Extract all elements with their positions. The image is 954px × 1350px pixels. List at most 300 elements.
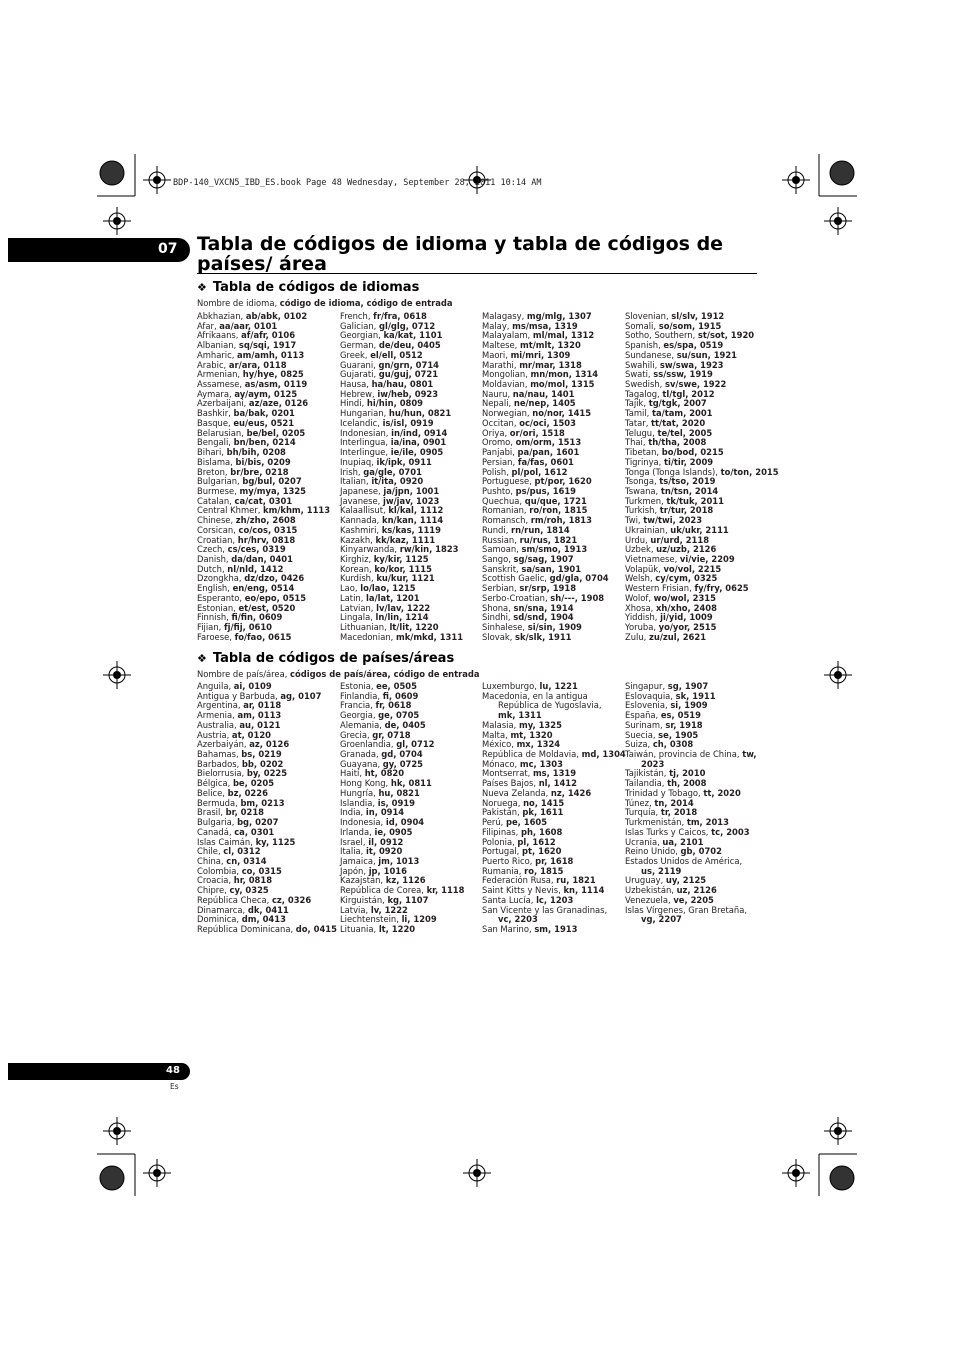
- item-name: Macedonia, en la antigua República de Yugoslavia,: [482, 690, 602, 711]
- item-name: Bislama,: [197, 456, 236, 467]
- item-code: sd/snd, 1904: [513, 612, 574, 623]
- item-name: Basque,: [197, 417, 234, 428]
- item-code: tg/tgk, 2007: [648, 398, 707, 409]
- item-code: tt/tat, 2020: [651, 417, 706, 428]
- item-name: República de Corea,: [340, 885, 427, 896]
- item-name: Israel,: [340, 836, 369, 847]
- item-name: Maori,: [482, 349, 511, 360]
- item-code: pe, 1605: [505, 817, 548, 828]
- item-code: tw, 2023: [641, 749, 757, 769]
- item-name: Portuguese,: [482, 476, 535, 487]
- item-code: ay/aym, 0125: [234, 388, 298, 399]
- item-code: ur/urd, 2118: [650, 534, 710, 545]
- item-code: kn/kan, 1114: [382, 515, 444, 526]
- countries-subtitle-codes: códigos de país/área, código de entrada: [290, 669, 480, 679]
- item-code: pk, 1611: [522, 807, 564, 818]
- item-name: Malagasy,: [482, 311, 527, 321]
- item-code: th, 2008: [667, 778, 707, 789]
- item-code: nl, 1412: [538, 778, 577, 789]
- item-name: Islandia,: [340, 797, 378, 808]
- item-code: ch, 0308: [652, 739, 694, 750]
- item-name: Estonia,: [340, 681, 377, 691]
- item-code: az/aze, 0126: [248, 398, 309, 409]
- item-code: my, 1325: [518, 719, 562, 730]
- item-name: Latin,: [340, 592, 367, 603]
- item-name: Kirguistán,: [340, 894, 388, 905]
- item-code: gl, 0712: [396, 739, 435, 750]
- item-code: ie, 0905: [374, 826, 413, 837]
- item-code: gn/grn, 0714: [378, 359, 439, 370]
- item-code: eu/eus, 0521: [233, 417, 295, 428]
- list-item: [625, 857, 757, 876]
- item-code: jw/jav, 1023: [383, 495, 440, 506]
- item-code: il, 0912: [368, 836, 404, 847]
- item-code: us, 2119: [641, 865, 682, 876]
- item-code: bb, 0202: [241, 758, 284, 769]
- item-code: be, 0205: [232, 778, 275, 789]
- item-name: Turkish,: [625, 505, 660, 516]
- item-name: Georgian,: [340, 330, 384, 341]
- item-name: Esperanto,: [197, 592, 245, 603]
- item-code: gb, 0702: [680, 846, 722, 857]
- item-code: kl/kal, 1112: [388, 505, 444, 516]
- item-name: Kinyarwanda,: [340, 544, 400, 555]
- item-name: Inupiaq,: [340, 456, 377, 467]
- item-name: Indonesian,: [340, 427, 392, 438]
- item-code: tr/tur, 2018: [659, 505, 714, 516]
- item-code: si/sin, 1909: [527, 622, 582, 632]
- item-code: kz, 1126: [385, 875, 426, 886]
- item-code: iw/heb, 0923: [377, 388, 439, 399]
- item-name: Irish,: [340, 466, 364, 477]
- countries-heading: [197, 651, 454, 666]
- item-code: ie/ile, 0905: [390, 447, 444, 458]
- item-name: Wolof,: [625, 592, 654, 603]
- list-item: [197, 925, 337, 935]
- item-code: km/khm, 1113: [263, 505, 331, 516]
- item-name: Bermuda,: [197, 797, 241, 808]
- item-code: es, 0519: [660, 710, 701, 721]
- item-name: Somali,: [625, 320, 659, 331]
- item-code: lu, 1221: [539, 681, 578, 691]
- item-code: da/dan, 0401: [231, 553, 293, 564]
- languages-subtitle-codes: código de idioma, código de entrada: [279, 298, 453, 308]
- item-code: vg, 2207: [641, 914, 682, 925]
- item-code: vo/vol, 2215: [663, 563, 722, 574]
- item-name: Breton,: [197, 466, 231, 477]
- item-name: Anguila,: [197, 681, 234, 691]
- item-code: ha/hau, 0801: [371, 379, 434, 390]
- item-code: by, 0225: [246, 768, 288, 779]
- item-name: Azerbaiyán,: [197, 739, 250, 750]
- item-code: zh/zho, 2608: [235, 515, 296, 526]
- item-code: rm/roh, 1813: [530, 515, 592, 526]
- item-code: ag, 0107: [280, 690, 322, 701]
- item-code: cs/ces, 0319: [227, 544, 286, 555]
- item-code: ba/bak, 0201: [233, 408, 295, 419]
- item-name: Nepali,: [482, 398, 514, 409]
- countries-col-2: [340, 682, 480, 935]
- item-code: mc, 1303: [519, 758, 563, 769]
- item-code: pt/por, 1620: [534, 476, 592, 487]
- diamond-icon: ❖: [197, 281, 207, 294]
- item-code: sl/slv, 1912: [671, 311, 725, 321]
- item-code: dz/dzo, 0426: [244, 573, 305, 584]
- item-name: Twi,: [625, 515, 644, 526]
- countries-col-4: [625, 682, 757, 925]
- item-name: Tonga (Tonga Islands),: [625, 466, 721, 477]
- item-name: Icelandic,: [340, 417, 383, 428]
- item-code: ht, 0820: [364, 768, 405, 779]
- item-code: md, 1304: [581, 749, 626, 760]
- item-code: ge, 0705: [378, 710, 420, 721]
- item-code: qu/que, 1721: [524, 495, 587, 506]
- item-name: Persian,: [482, 456, 518, 467]
- item-name: China,: [197, 855, 227, 866]
- item-code: tn, 2014: [654, 797, 694, 808]
- item-code: nl/nld, 1412: [227, 563, 284, 574]
- item-name: Dominica,: [197, 914, 242, 925]
- item-code: lo/lao, 1215: [360, 583, 416, 594]
- item-name: Bielorrusia,: [197, 768, 247, 779]
- item-name: Rumania,: [482, 865, 525, 876]
- item-code: lt/lit, 1220: [389, 622, 439, 632]
- item-name: Estonian,: [197, 602, 239, 613]
- item-name: Assamese,: [197, 379, 245, 390]
- item-name: Tatar,: [625, 417, 652, 428]
- item-name: Austria,: [197, 729, 232, 740]
- item-code: fr/fra, 0618: [373, 311, 427, 321]
- item-code: oc/oci, 1503: [519, 417, 576, 428]
- item-code: ja/jpn, 1001: [383, 485, 440, 496]
- item-code: li, 1209: [401, 914, 437, 925]
- item-code: sk, 1911: [675, 690, 716, 701]
- item-name: Polish,: [482, 466, 512, 477]
- item-code: de/deu, 0405: [378, 340, 441, 351]
- item-code: ss/ssw, 1919: [653, 369, 713, 380]
- item-name: Maltese,: [482, 340, 520, 351]
- item-code: bi/bis, 0209: [235, 456, 291, 467]
- item-name: Amharic,: [197, 349, 238, 360]
- item-name: Mónaco,: [482, 758, 520, 769]
- item-name: Danish,: [197, 553, 232, 564]
- item-code: sq/sqi, 1917: [238, 340, 297, 351]
- item-name: Arabic,: [197, 359, 229, 370]
- item-name: Irlanda,: [340, 826, 375, 837]
- item-code: mk, 1311: [498, 710, 542, 721]
- item-code: mx, 1324: [516, 739, 561, 750]
- item-name: Lithuanian,: [340, 622, 390, 632]
- item-code: tk/tuk, 2011: [666, 495, 724, 506]
- item-code: tj, 2010: [669, 768, 706, 779]
- item-name: Rundi,: [482, 524, 512, 535]
- item-code: na/nau, 1401: [512, 388, 575, 399]
- languages-col-1: [197, 312, 337, 642]
- item-name: Montserrat,: [482, 768, 533, 779]
- item-code: et/est, 0520: [238, 602, 296, 613]
- languages-col-2: [340, 312, 480, 642]
- item-name: Italia,: [340, 846, 366, 857]
- item-code: de, 0405: [384, 719, 426, 730]
- item-name: Hong Kong,: [340, 778, 391, 789]
- page-number-tab: [8, 1063, 190, 1080]
- item-code: co, 0315: [241, 865, 282, 876]
- item-code: ca/cat, 0301: [234, 495, 293, 506]
- item-name: Perú,: [482, 817, 506, 828]
- item-code: sw/swa, 1923: [659, 359, 724, 370]
- item-name: Islas Caimán,: [197, 836, 256, 847]
- countries-subtitle-name: Nombre de país/área,: [197, 669, 291, 679]
- item-name: Japanese,: [340, 485, 384, 496]
- item-code: fy/fry, 0625: [694, 583, 749, 594]
- item-name: Swahili,: [625, 359, 660, 370]
- item-code: id, 0904: [385, 817, 425, 828]
- item-name: Tamil,: [625, 408, 652, 419]
- item-name: Greek,: [340, 349, 371, 360]
- item-name: Spanish,: [625, 340, 664, 351]
- item-code: it, 0920: [366, 846, 403, 857]
- item-name: Faroese,: [197, 631, 235, 642]
- item-code: in/ind, 0914: [391, 427, 448, 438]
- item-name: Malasia,: [482, 719, 519, 730]
- item-name: Telugu,: [625, 427, 658, 438]
- item-code: co/cos, 0315: [238, 524, 298, 535]
- item-name: Groenlandia,: [340, 739, 397, 750]
- item-name: Bulgarian,: [197, 476, 243, 487]
- item-name: Tailandia,: [625, 778, 668, 789]
- item-name: Bihari,: [197, 447, 227, 458]
- item-name: Kurdish,: [340, 573, 377, 584]
- item-name: Kazajstán,: [340, 875, 386, 886]
- item-code: af/afr, 0106: [241, 330, 296, 341]
- list-item: [482, 633, 622, 643]
- item-code: cl, 0312: [223, 846, 261, 857]
- item-code: nz, 1426: [550, 787, 592, 798]
- item-code: tn/tsn, 2014: [660, 485, 719, 496]
- page-title: Tabla de códigos de idioma y tabla de códigos de países/ área: [197, 233, 724, 275]
- title-rule: [197, 273, 757, 274]
- languages-col-4: [625, 311, 779, 642]
- item-code: sa/san, 1901: [521, 563, 582, 574]
- item-code: gr, 0718: [372, 729, 411, 740]
- item-code: lv, 1222: [370, 904, 408, 915]
- item-name: Federación Rusa,: [482, 875, 557, 886]
- item-name: Norwegian,: [482, 408, 533, 419]
- list-item: [197, 633, 337, 643]
- item-code: zu/zul, 2621: [649, 631, 707, 642]
- item-name: Barbados,: [197, 758, 242, 769]
- item-code: mn/mon, 1314: [530, 369, 599, 380]
- page-number: 48: [166, 1065, 180, 1076]
- item-name: Kalaallisut,: [340, 505, 389, 516]
- item-name: Corsican,: [197, 524, 239, 535]
- item-code: mo/mol, 1315: [530, 379, 595, 390]
- item-code: mt/mlt, 1320: [519, 340, 581, 351]
- item-code: kn, 1114: [563, 885, 605, 896]
- item-name: Tswana,: [625, 485, 661, 496]
- item-code: tr, 2018: [660, 807, 698, 818]
- item-code: ai, 0109: [233, 681, 272, 691]
- item-name: Suecia,: [625, 729, 659, 740]
- item-name: Armenia,: [197, 710, 238, 721]
- item-code: ve, 2205: [673, 894, 714, 905]
- item-name: French,: [340, 311, 374, 321]
- item-name: Korean,: [340, 563, 375, 574]
- chapter-number: 07: [158, 241, 178, 257]
- item-name: Malayalam,: [482, 330, 533, 341]
- item-code: ms, 1319: [532, 768, 577, 779]
- languages-subtitle: [197, 298, 453, 308]
- item-name: Sango,: [482, 553, 514, 564]
- item-name: Grecia,: [340, 729, 373, 740]
- list-item: [625, 633, 765, 643]
- item-code: wo/wol, 2315: [653, 592, 716, 603]
- item-code: cn, 0314: [226, 855, 267, 866]
- diamond-icon: ❖: [197, 652, 207, 665]
- item-name: Kazakh,: [340, 534, 376, 545]
- item-name: Fijian,: [197, 622, 224, 632]
- item-name: Eslovaquia,: [625, 690, 676, 701]
- item-name: Uzbek,: [625, 544, 657, 555]
- item-code: ru, 1821: [556, 875, 596, 886]
- item-name: Singapur,: [625, 681, 668, 691]
- item-name: Georgia,: [340, 710, 379, 721]
- item-code: vi/vie, 2209: [679, 553, 735, 564]
- item-code: pa/pan, 1601: [517, 447, 580, 458]
- list-item: [340, 633, 480, 643]
- item-name: Aymara,: [197, 388, 235, 399]
- item-name: Uzbekistán,: [625, 885, 677, 896]
- item-code: om/orm, 1513: [515, 437, 582, 448]
- item-code: uz, 2126: [676, 885, 717, 896]
- item-name: Ucrania,: [625, 836, 663, 847]
- item-name: Taiwán, provincia de China,: [625, 749, 743, 760]
- item-code: ga/gle, 0701: [363, 466, 422, 477]
- item-code: sh/---, 1908: [550, 592, 605, 603]
- item-code: xh/xho, 2408: [656, 602, 717, 613]
- item-name: Hebrew,: [340, 388, 378, 399]
- item-code: as/asm, 0119: [244, 379, 308, 390]
- item-name: Filipinas,: [482, 826, 521, 837]
- item-name: Yoruba,: [625, 622, 659, 632]
- item-name: Antigua y Barbuda,: [197, 690, 281, 701]
- item-name: Lao,: [340, 583, 361, 594]
- item-code: bg, 0207: [237, 817, 279, 828]
- item-name: Canadá,: [197, 826, 235, 837]
- item-name: Tagalog,: [625, 388, 663, 399]
- item-name: German,: [340, 340, 379, 351]
- languages-heading-text: Tabla de códigos de idiomas: [212, 280, 420, 295]
- item-name: Turkmenistán,: [625, 817, 687, 828]
- item-name: Colombia,: [197, 865, 242, 876]
- item-code: lt, 1220: [378, 923, 416, 934]
- item-code: my/mya, 1325: [239, 485, 307, 496]
- item-name: Azerbaijani,: [197, 398, 249, 409]
- item-code: ar/ara, 0118: [228, 359, 287, 370]
- item-name: Guayana,: [340, 758, 383, 769]
- item-name: Kashmiri,: [340, 524, 382, 535]
- item-code: br/bre, 0218: [230, 466, 289, 477]
- item-name: Scottish Gaelic,: [482, 573, 550, 584]
- item-code: lv/lav, 1222: [376, 602, 431, 613]
- item-name: Albanian,: [197, 340, 239, 351]
- item-name: Tsonga,: [625, 476, 660, 487]
- item-name: Czech,: [197, 544, 228, 555]
- item-code: ms/msa, 1319: [512, 320, 578, 331]
- item-name: San Marino,: [482, 923, 535, 934]
- item-code: sg/sag, 1907: [513, 553, 574, 564]
- item-name: Luxemburgo,: [482, 681, 540, 691]
- item-name: San Vicente y las Granadinas,: [482, 904, 608, 915]
- item-name: Thai,: [625, 437, 649, 448]
- item-code: pr, 1618: [535, 855, 574, 866]
- item-name: Xhosa,: [625, 602, 656, 613]
- item-name: Japón,: [340, 865, 369, 876]
- countries-col-1: [197, 682, 337, 935]
- item-name: Serbian,: [482, 583, 520, 594]
- item-name: Croacia,: [197, 875, 234, 886]
- item-code: gd, 0704: [381, 749, 423, 760]
- item-name: Chile,: [197, 846, 224, 857]
- item-code: dm, 0413: [241, 914, 286, 925]
- item-name: Guarani,: [340, 359, 379, 370]
- item-code: sm/smo, 1913: [521, 544, 588, 555]
- item-code: sm, 1913: [534, 923, 578, 934]
- item-name: Armenian,: [197, 369, 243, 380]
- item-code: no, 1415: [523, 797, 565, 808]
- item-name: Marathi,: [482, 359, 520, 370]
- item-name: Interlingue,: [340, 447, 391, 458]
- item-name: Nueva Zelanda,: [482, 787, 551, 798]
- item-name: Lituania,: [340, 923, 379, 934]
- item-name: Hausa,: [340, 379, 372, 390]
- item-name: Malta,: [482, 729, 511, 740]
- item-code: ti/tir, 2009: [664, 456, 714, 467]
- item-name: Alemania,: [340, 719, 385, 730]
- languages-col-3: [482, 312, 622, 642]
- item-code: es/spa, 0519: [663, 340, 724, 351]
- item-code: hy/hye, 0825: [242, 369, 304, 380]
- item-name: Latvian,: [340, 602, 377, 613]
- item-code: at, 0120: [231, 729, 271, 740]
- item-code: kk/kaz, 1111: [375, 534, 436, 545]
- item-code: hr/hrv, 0818: [237, 534, 296, 545]
- item-code: tl/tgl, 2012: [662, 388, 715, 399]
- item-code: eo/epo, 0515: [244, 592, 307, 603]
- item-name: Haití,: [340, 768, 365, 779]
- item-code: ro, 1815: [524, 865, 564, 876]
- item-name: Chinese,: [197, 515, 236, 526]
- item-code: fa/fas, 0601: [517, 456, 574, 467]
- item-code: sn/sna, 1914: [513, 602, 574, 613]
- item-name: Países Bajos,: [482, 778, 539, 789]
- item-code: fi, 0609: [382, 690, 419, 701]
- item-name: Russian,: [482, 534, 520, 545]
- item-code: bg/bul, 0207: [242, 476, 302, 487]
- item-name: Latvia,: [340, 904, 371, 915]
- item-code: ji/yid, 1009: [660, 612, 713, 623]
- item-code: do, 0415: [295, 923, 337, 934]
- item-code: ca, 0301: [234, 826, 275, 837]
- item-name: Slovenian,: [625, 311, 672, 321]
- item-name: Malay,: [482, 320, 513, 331]
- item-code: cy, 0325: [229, 885, 269, 896]
- item-name: English,: [197, 583, 233, 594]
- item-name: Vietnamese,: [625, 553, 680, 564]
- item-name: Dzongkha,: [197, 573, 245, 584]
- item-code: mg/mlg, 1307: [526, 311, 592, 321]
- item-code: cz, 0326: [271, 894, 312, 905]
